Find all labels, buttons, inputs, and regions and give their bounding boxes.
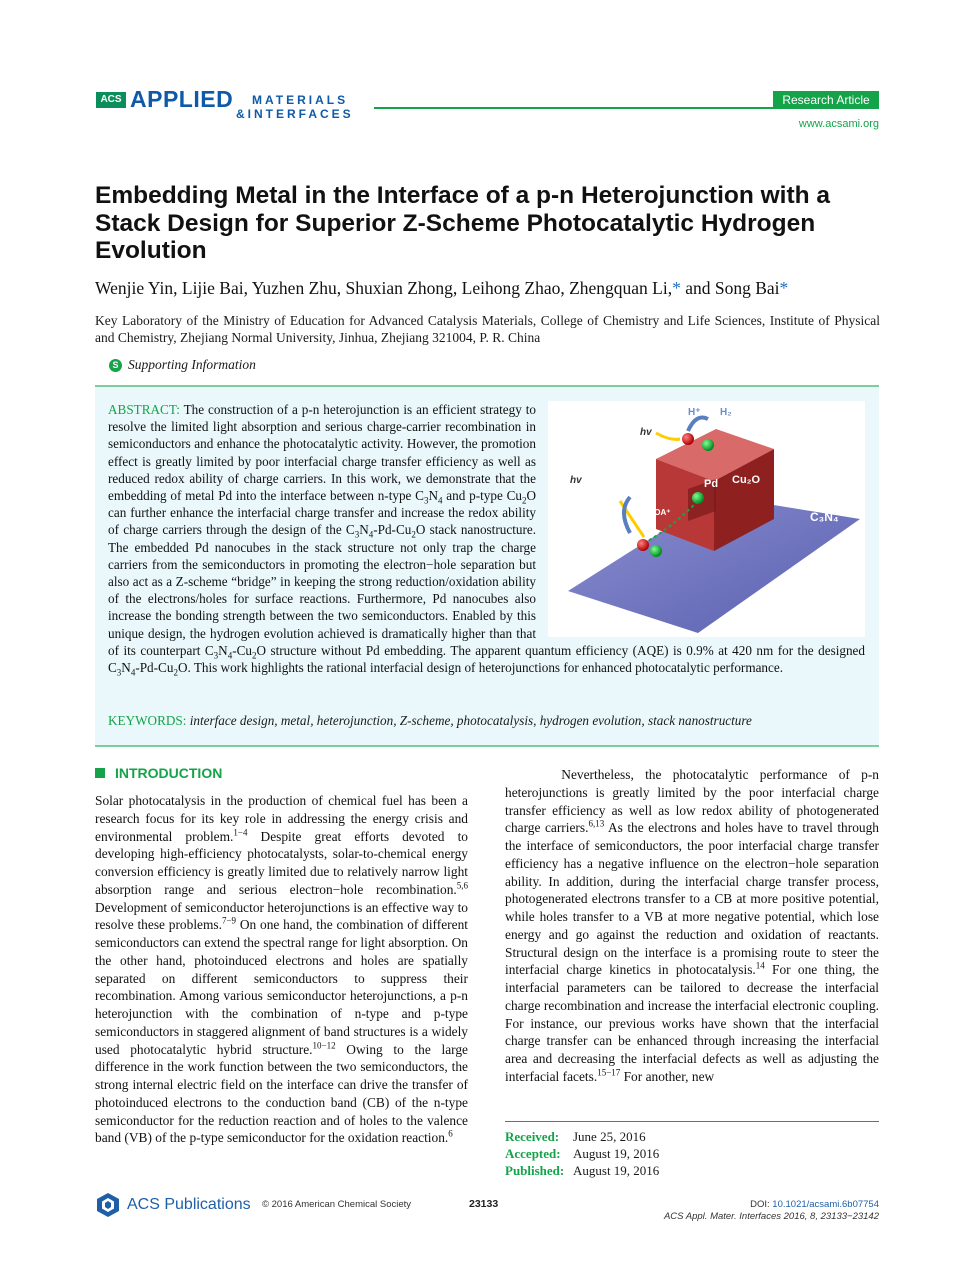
supporting-info-label: Supporting Information [128,357,256,372]
electron-ball [682,433,694,445]
teoa-label: TEOA [600,508,623,517]
journal-name-materials: MATERIALS [252,93,349,107]
keywords-text: interface design, metal, heterojunction, Z-scheme, photocatalysis, hydrogen evolution, stack nanostructure [189,713,752,728]
published-date: August 19, 2016 [573,1163,660,1178]
acs-badge: ACS [96,92,126,108]
author-list [95,278,885,299]
page-number: 23133 [469,1198,499,1210]
citation-link[interactable]: 6,13 [588,818,605,829]
affiliation: Key Laboratory of the Ministry of Education for Advanced Catalysis Materials, College of Chemistry and Life Sciences, Institute of Physical and Chemistry, Zhejiang Normal University, Jinhua, Zhejiang 321004, P. R. China [95,313,880,345]
authors-text: Wenjie Yin, Lijie Bai, Yuzhen Zhu, Shuxian Zhong, Leihong Zhao, Zhengquan Li, [95,278,673,298]
introduction-paragraph-1: Solar photocatalysis in the production of chemical fuel has been a research focus for its key role in addressing the energy crisis and environmental problem.$^{1-4}$ Despite great efforts devoted to developing high-efficiency photocatalysts, solar-to-chemical energy conversion efficiency is greatly limited due to relatively narrow light absorption range and serious electron−hole recombination.$^{5,6}$ Development of semiconductor heterojunctions is an effective way to resolve these problems.$^{7-9}$ On one hand, the combination of different semiconductors can extend the spectral range for light absorption. On the other hand, photoinduced electrons and holes are spatially separated on different semiconductors to suppress their recombination. Among various semiconductor heterojunctions, a p-n heterojunction with the combination of n-type and p-type semiconductors in staggered alignment of band structures is a widely used photocatalytic hybrid structure.$^{10-12}$ Owing to the large difference in the work function between the two semiconductors, the strong internal electric field on the interface can drive the transfer of photoinduced electrons to the conduction band (CB) of the n-type semiconductor for the reduction reaction and of holes to the valence band (VB) of the p-type semiconductor for the oxidation reaction.$^6$ [95,793,468,1146]
hole-ball [650,545,662,557]
doi-link[interactable]: 10.1021/acsami.6b07754 [772,1199,879,1210]
abstract-text: H⁺ H₂ hv hv Pd Cu₂O C₃N₄ TEOA TEOA⁺ ABSTRACT: The construction of a p-n heterojunction is an efficient strategy to resolve the limited light absorption and serious charge-carrier recombination in semiconductors and enhance the photocatalytic activity. However, the promotion effect is greatly limited by poor interfacial charge transfer efficiency as well as reduced redox ability of charge carriers. In this work, we demonstrate that the embedding of metal Pd into the interface between n-type $C_3N_4$ and p-type $Cu_2O$ can further enhance the interfacial charge transfer and increase the redox ability of charge carriers through the design of the $C_3N_4-Pd-Cu_2O$ stack nanostructure. The embedded Pd nanocubes in the stack structure not only trap the charge carriers from the semiconductors in promoting the electron−hole separation but also act as a Z-scheme “bridge” in keeping the strong reduction/oxidation ability of the electrons/holes for surface reactions. Furthermore, Pd nanocubes also increase the bonding strength between the two semiconductors. Enabled by this unique design, the hydrogen evolution achieved is dramatically higher than that of its counterpart $C_3N_4-Cu_2O$ structure without Pd embedding. The apparent quantum efficiency (AQE) is 0.9% at 420 nm for the designed $C_3N_4-Pd-Cu_2O$. This work highlights the rational interfacial design of heterojunctions for enhanced photocatalytic performance. [108,402,865,678]
citation-link[interactable]: 7−9 [221,915,237,926]
article-type-badge: Research Article [773,91,879,109]
corresponding-author-mark[interactable]: * [672,278,681,298]
keywords-label: KEYWORDS: [108,713,187,728]
citation-link[interactable]: 5,6 [456,880,468,891]
accepted-date: August 19, 2016 [573,1146,660,1161]
journal-name-interfaces: &INTERFACES [236,107,354,121]
copyright: © 2016 American Chemical Society [262,1199,412,1210]
cu2o-label: Cu₂O [732,474,761,486]
h-plus-label: H⁺ [688,407,701,418]
h2-arrow [688,418,708,432]
corresponding-author-mark[interactable]: * [779,278,789,298]
doi-label: DOI: [750,1199,773,1210]
section-square-icon [95,768,105,778]
published-label: Published: [505,1163,565,1178]
publication-dates [505,1128,659,1179]
toc-graphic-svg [548,401,865,637]
supporting-info-icon: S [109,359,122,372]
authors-last: and Song Bai [680,278,780,298]
received-date: June 25, 2016 [573,1129,646,1144]
hv-label-left: hv [570,475,582,486]
toc-graphic [548,401,865,637]
light-arrow [656,433,680,439]
dates-divider [505,1121,879,1122]
abstract-label: ABSTRACT: [108,402,180,417]
introduction-heading [95,765,222,781]
article-title: Embedding Metal in the Interface of a p-n Heterojunction with a Stack Design for Superior Z-Scheme Photocatalytic Hydrogen Evolution [95,182,831,264]
supporting-info-link[interactable] [109,357,256,373]
c3n4-label: C₃N₄ [810,510,839,524]
citation-link[interactable]: 6 [448,1128,453,1139]
keywords [108,713,865,729]
introduction-heading-text: INTRODUCTION [115,765,223,781]
citation-link[interactable]: 14 [755,960,765,971]
accepted-label: Accepted: [505,1146,561,1161]
citation-link[interactable]: 10−12 [312,1040,336,1051]
acs-publications-logo[interactable] [95,1192,251,1218]
citation: ACS Appl. Mater. Interfaces 2016, 8, 23133−23142 [663,1211,879,1222]
hv-label-top: hv [640,427,652,438]
citation-link[interactable]: 15−17 [597,1067,621,1078]
h2-label: H₂ [720,407,732,418]
received-label: Received: [505,1129,560,1144]
hole-ball [702,439,714,451]
acs-hexagon-icon [95,1192,121,1218]
journal-logo [96,86,366,124]
introduction-paragraph-2: Nevertheless, the photocatalytic performance of p-n heterojunctions is greatly limited by the poor interfacial charge transfer efficiency as well as low redox ability of photogenerated charge carriers.$^{6,13}$ As the electrons and holes have to travel through the interface of semiconductors, the poor interfacial charge transfer efficiency has a negative influence on the electron−hole separation ability. In addition, during the interfacial charge transfer process, photogenerated electrons transfer to a CB at more positive potential, while holes transfer to a VB at more negative potential, which lose energy and go against the reduction and oxidation of reactants. Structural design on the interface is a promising route to steer the interfacial charge kinetics in photocatalysis.$^{14}$ For one thing, the interfacial parameters can be tailored to decrease the interfacial charge recombination and increase the interfacial electronic coupling. For instance, our previous works have shown that the interfacial charge transfer can be enhanced through increasing the interfacial area and decreasing the interfacial defects as well as adjusting the interfacial facets.$^{15-17}$ For another, new [505,767,879,1084]
abstract-box [95,385,879,747]
doi-block [640,1199,879,1223]
journal-name-applied: APPLIED [130,86,234,112]
electron-ball [637,539,649,551]
teoa-plus-label: TEOA⁺ [644,508,671,517]
journal-url-link[interactable]: www.acsami.org [798,118,879,130]
acs-publications-text: ACS Publications [127,1196,251,1213]
citation-link[interactable]: 1−4 [233,827,248,838]
pd-label: Pd [704,478,719,490]
